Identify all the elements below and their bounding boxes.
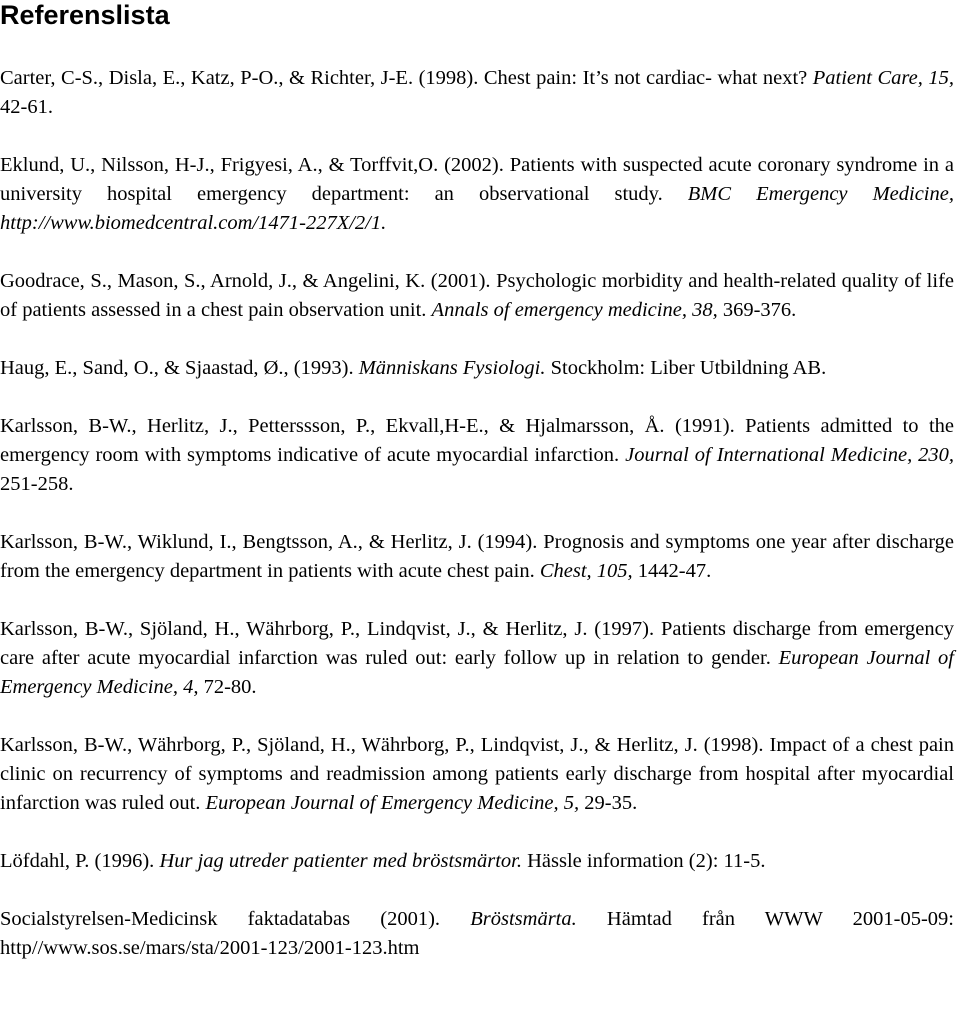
reference-tail: 369-376. xyxy=(717,299,797,321)
reference-source: Journal of International Medicine, 230, xyxy=(625,444,954,466)
reference-source: Bröstsmärta. xyxy=(470,908,577,930)
reference-item xyxy=(0,354,954,383)
reference-source: Annals of emergency medicine, 38, xyxy=(431,299,718,321)
reference-item xyxy=(0,615,954,702)
reference-authors: Eklund, U., Nilsson, H-J., Frigyesi, A., & Torffvit,O. (2002). xyxy=(0,154,510,176)
reference-source: Hur jag utreder patienter med bröstsmärtor. xyxy=(159,850,522,872)
reference-title: Patients with suspected acute coronary syndrome in a university hospital emergency department: an observational study. xyxy=(0,154,954,205)
reference-tail: 29-35. xyxy=(579,792,638,814)
reference-tail: 72-80. xyxy=(198,676,257,698)
reference-title: Chest pain: It’s not cardiac- what next? xyxy=(483,67,813,89)
reference-item xyxy=(0,528,954,586)
reference-authors: Carter, C-S., Disla, E., Katz, P-O., & Richter, J-E. (1998). xyxy=(0,67,484,89)
reference-source: European Journal of Emergency Medicine, 5, xyxy=(205,792,580,814)
reference-source: Patient Care, 15, xyxy=(812,67,954,89)
reference-authors: Karlsson, B-W., Währborg, P., Sjöland, H., Währborg, P., Lindqvist, J., & Herlitz, J. (1998). xyxy=(0,734,770,756)
reference-list xyxy=(0,64,954,963)
reference-tail: Hämtad från WWW 2001-05-09: http//www.sos.se/mars/sta/2001-123/2001-123.htm xyxy=(0,908,954,959)
reference-authors: Karlsson, B-W., Wiklund, I., Bengtsson, A., & Herlitz, J. (1994). xyxy=(0,531,544,553)
reference-item xyxy=(0,731,954,818)
reference-title: Patients admitted to the emergency room with symptoms indicative of acute myocardial infarction. xyxy=(0,415,955,466)
reference-item xyxy=(0,905,954,963)
reference-source: European Journal of Emergency Medicine, 4, xyxy=(0,647,955,698)
reference-title: Psychologic morbidity and health-related quality of life of patients assessed in a chest pain observation unit. xyxy=(0,270,954,321)
reference-authors: Socialstyrelsen-Medicinsk faktadatabas (2001). xyxy=(0,908,471,930)
reference-item xyxy=(0,151,954,238)
reference-title: Impact of a chest pain clinic on recurrency of symptoms and readmission among patients early discharge from hospital after myocardial infarction was ruled out. xyxy=(0,734,954,814)
reference-authors: Karlsson, B-W., Herlitz, J., Petterssson, P., Ekvall,H-E., & Hjalmarsson, Å. (1991). xyxy=(0,415,746,437)
reference-tail: 42-61. xyxy=(0,96,53,118)
reference-tail: 251-258. xyxy=(0,473,74,495)
reference-source: Människans Fysiologi. xyxy=(358,357,546,379)
reference-item xyxy=(0,412,954,499)
page-title: Referenslista xyxy=(0,0,170,30)
reference-tail: Hässle information (2): 11-5. xyxy=(521,850,766,872)
reference-tail: 1442-47. xyxy=(632,560,712,582)
reference-item xyxy=(0,847,954,876)
reference-authors: Goodrace, S., Mason, S., Arnold, J., & Angelini, K. (2001). xyxy=(0,270,497,292)
reference-item xyxy=(0,267,954,325)
reference-title: Patients discharge from emergency care after acute myocardial infarction was ruled out: early follow up in relation to gender. xyxy=(0,618,954,669)
reference-authors: Karlsson, B-W., Sjöland, H., Währborg, P., Lindqvist, J., & Herlitz, J. (1997). xyxy=(0,618,661,640)
reference-tail: Stockholm: Liber Utbildning AB. xyxy=(545,357,827,379)
reference-authors: Löfdahl, P. (1996). xyxy=(0,850,160,872)
reference-item xyxy=(0,64,954,122)
reference-title: Prognosis and symptoms one year after discharge from the emergency department in patients with acute chest pain. xyxy=(0,531,954,582)
reference-source: BMC Emergency Medicine, http://www.biomedcentral.com/1471-227X/2/1. xyxy=(0,183,954,234)
reference-source: Chest, 105, xyxy=(539,560,633,582)
reference-authors: Haug, E., Sand, O., & Sjaastad, Ø., (1993). xyxy=(0,357,359,379)
